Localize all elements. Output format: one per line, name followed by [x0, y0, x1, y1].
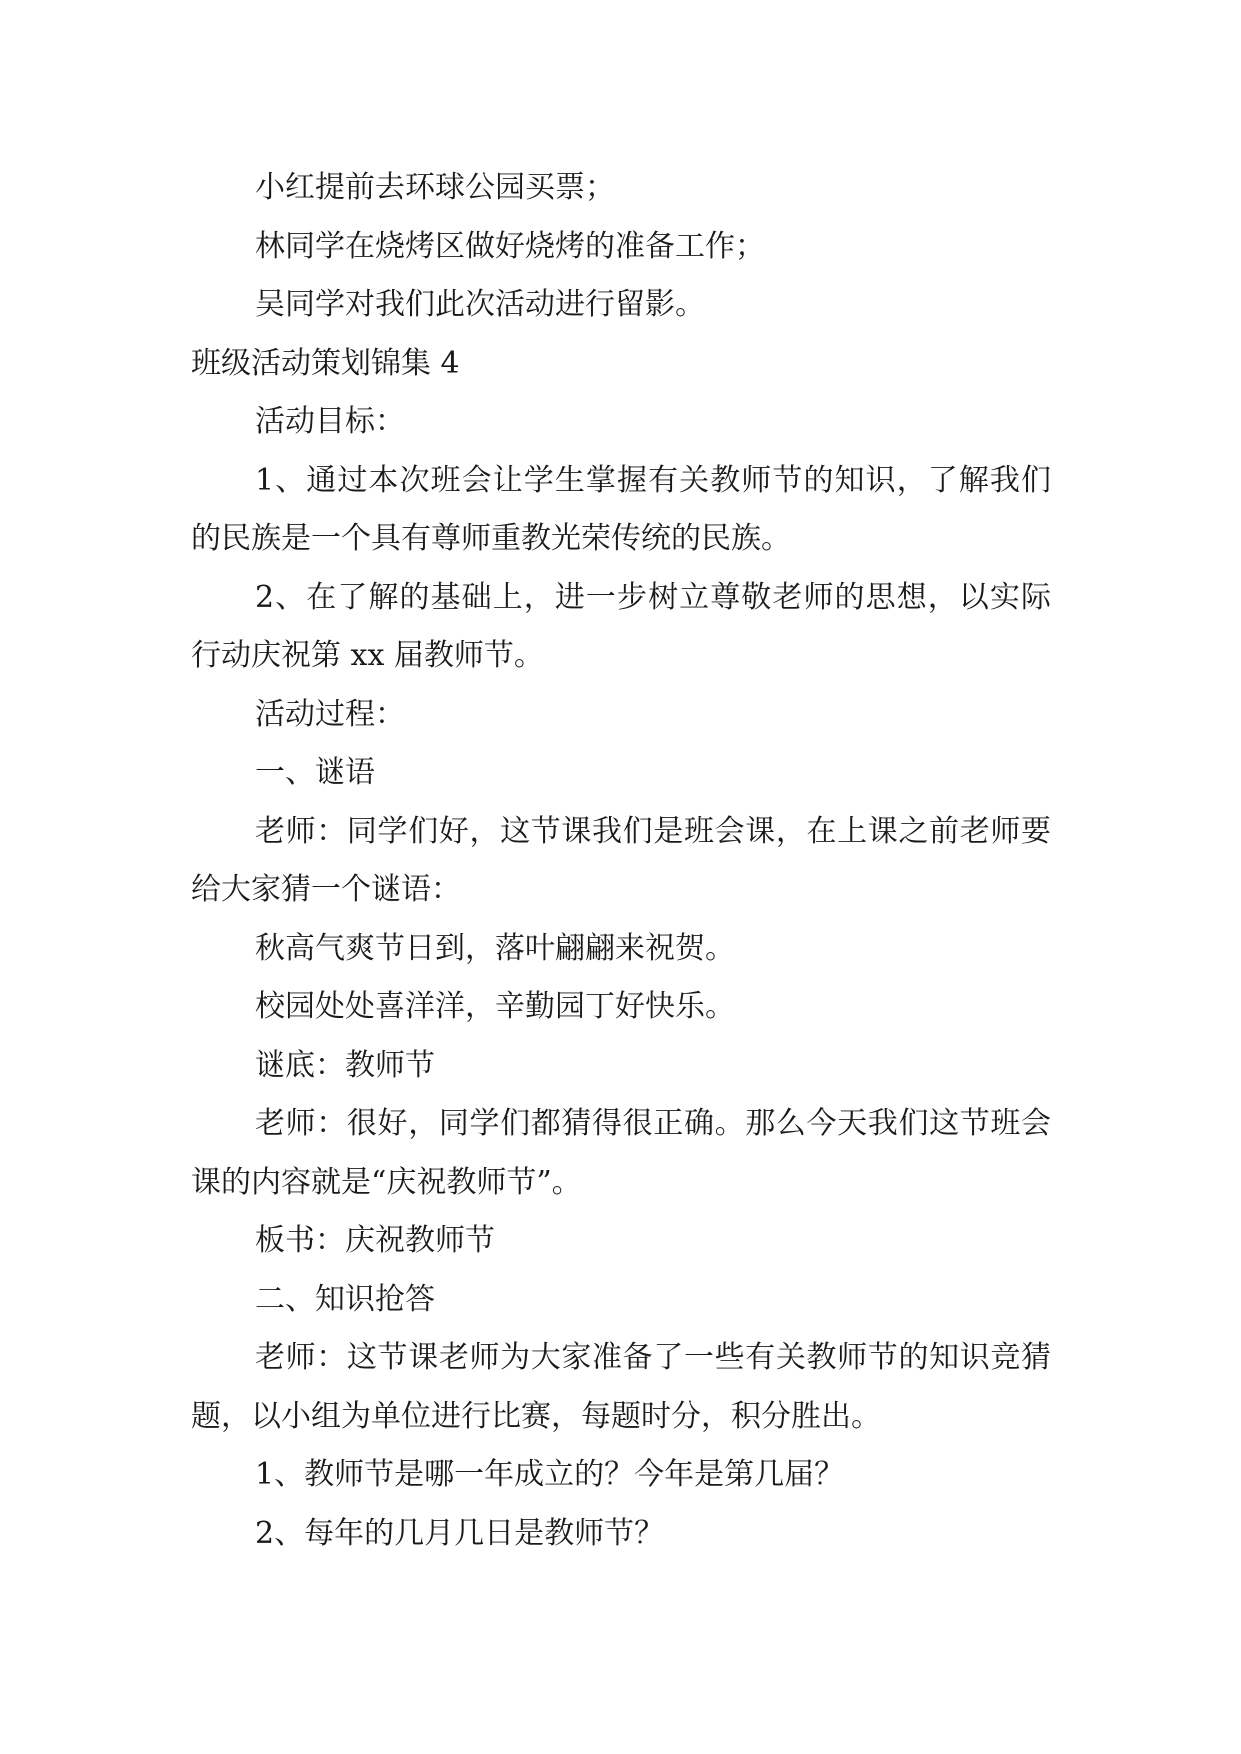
paragraph-question-1: 1、教师节是哪一年成立的？今年是第几届？	[255, 1457, 845, 1492]
paragraph-quiz-intro: 老师：这节课老师为大家准备了一些有关教师节的知识竞猜题，以小组为单位进行比赛，每题时分，积分胜出。	[191, 1340, 1051, 1434]
paragraph-goal-2: 2、在了解的基础上，进一步树立尊敬老师的思想，以实际行动庆祝第 xx 届教师节。	[191, 579, 1051, 673]
paragraph-question-2: 2、每年的几月几日是教师节？	[255, 1515, 665, 1551]
paragraph-photo-task: 吴同学对我们此次活动进行留影。	[255, 287, 705, 322]
paragraph-goals-label: 活动目标：	[255, 404, 405, 439]
document-body	[191, 159, 1051, 1563]
paragraph-riddle-line-1: 秋高气爽节日到，落叶翩翩来祝贺。	[255, 930, 735, 966]
paragraph-process-label: 活动过程：	[255, 696, 405, 732]
paragraph-bbq-task: 林同学在烧烤区做好烧烤的准备工作；	[255, 228, 765, 264]
section-heading: 班级活动策划锦集 4	[191, 345, 460, 381]
paragraph-riddle-answer: 谜底：教师节	[255, 1047, 435, 1083]
paragraph-teacher-intro: 老师：同学们好，这节课我们是班会课，在上课之前老师要给大家猜一个谜语：	[191, 813, 1051, 907]
paragraph-riddle-line-2: 校园处处喜洋洋，辛勤园丁好快乐。	[255, 989, 735, 1024]
paragraph-ticket-task: 小红提前去环球公园买票；	[255, 170, 615, 205]
paragraph-quiz-heading: 二、知识抢答	[255, 1281, 435, 1317]
paragraph-blackboard: 板书：庆祝教师节	[255, 1223, 495, 1258]
paragraph-goal-1: 1、通过本次班会让学生掌握有关教师节的知识，了解我们的民族是一个具有尊师重教光荣传统的民族。	[191, 462, 1051, 556]
paragraph-teacher-response: 老师：很好，同学们都猜得很正确。那么今天我们这节班会课的内容就是“庆祝教师节”。	[191, 1106, 1051, 1200]
paragraph-riddle-heading: 一、谜语	[255, 755, 375, 790]
